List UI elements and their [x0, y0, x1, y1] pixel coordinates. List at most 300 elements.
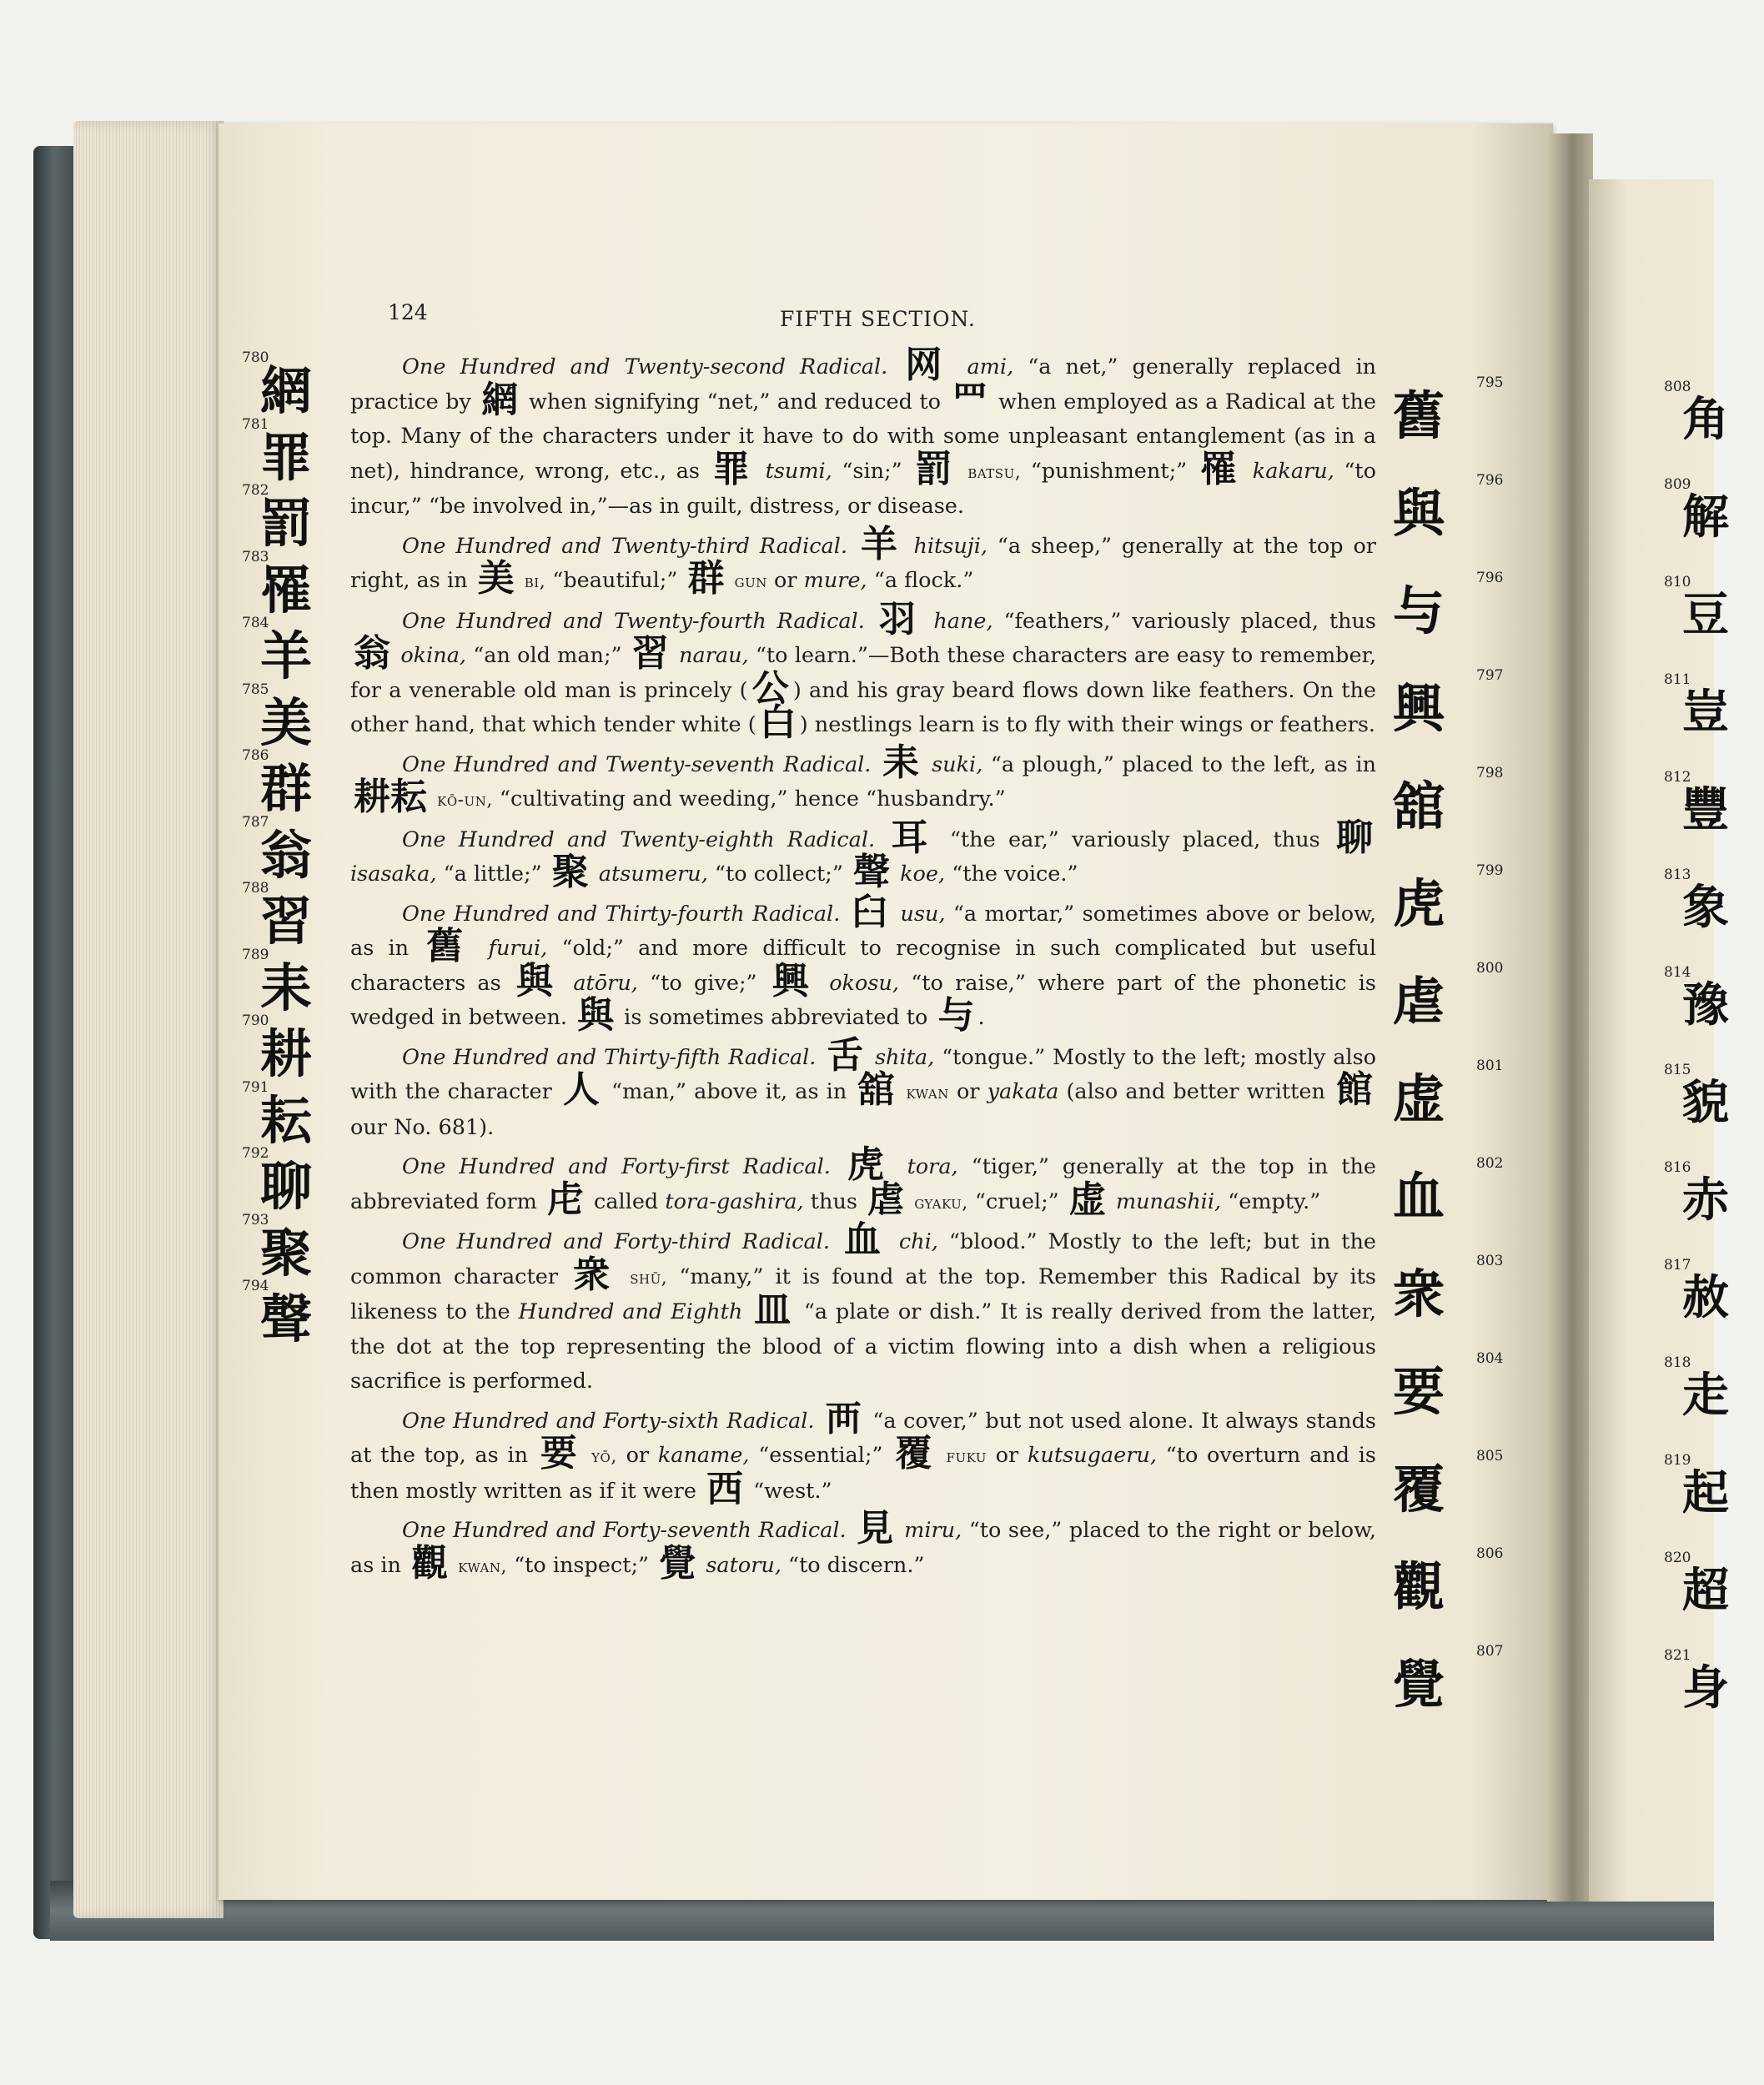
text-run: [756, 459, 766, 484]
entry-character: 虚: [1393, 1068, 1445, 1129]
text-run: “beautiful;”: [545, 568, 685, 593]
kanji-glyph: 衆: [573, 1253, 616, 1296]
kanji-glyph: 皿: [754, 1289, 792, 1331]
entry-number: 782: [242, 482, 269, 499]
margin-entry: [1393, 1058, 1504, 1160]
entry-number: 797: [1476, 667, 1504, 684]
margin-entry: [1664, 867, 1764, 969]
entry-number: 788: [242, 880, 269, 897]
text-run: thus: [803, 1188, 865, 1214]
kanji-glyph: 興: [771, 959, 814, 1002]
text-run: batsu,: [967, 461, 1022, 483]
text-run: .: [977, 1005, 985, 1030]
text-run: “a plough,” placed to the left, as in: [983, 751, 1377, 777]
text-run: “to give;”: [637, 970, 769, 996]
text-run: or: [948, 1079, 988, 1104]
entry-character: 興: [1393, 678, 1445, 739]
entry-number: 821: [1664, 1647, 1691, 1664]
text-run: [871, 752, 879, 777]
text-run: furui,: [488, 936, 548, 961]
text-run: “feathers,” variously placed, thus: [993, 608, 1377, 634]
radical-paragraph: [350, 816, 1376, 893]
kanji-glyph: 舊: [426, 925, 471, 967]
margin-entry: [1393, 1448, 1504, 1550]
text-run: kakaru,: [1252, 458, 1334, 484]
margin-entry: [1664, 1062, 1764, 1164]
entry-number: 816: [1664, 1159, 1691, 1176]
entry-character: 要: [1393, 1361, 1445, 1422]
entry-number: 780: [242, 349, 269, 366]
margin-entry: [242, 1012, 342, 1084]
text-run: “a sheep,” generally at the top or right, as in: [350, 533, 1376, 593]
text-run: miru,: [904, 1518, 962, 1543]
text-run: [474, 936, 488, 961]
text-run: “to see,” placed to the right or below, as in: [350, 1518, 1377, 1578]
margin-entry: [242, 1145, 342, 1217]
radical-heading: One Hundred and Forty-seventh Radical.: [402, 1518, 847, 1543]
kanji-glyph: 與: [577, 994, 615, 1037]
margin-entry: [1393, 1643, 1504, 1746]
text-run: fuku: [946, 1446, 987, 1467]
text-run: bi,: [524, 571, 546, 592]
text-run: “cruel;”: [967, 1188, 1066, 1214]
text-run: kwan,: [458, 1555, 507, 1577]
text-run: “blood.” Mostly to the left; but in the common character: [350, 1229, 1377, 1289]
text-run: “old;” and more difficult to recognise in such complicated but useful characters as: [350, 936, 1376, 996]
radical-heading: One Hundred and Forty-sixth Radical.: [402, 1408, 815, 1434]
radical-paragraph: [350, 344, 1377, 525]
entry-character: 身: [1682, 1661, 1729, 1716]
text-run: yakata: [987, 1079, 1059, 1104]
kanji-glyph: 翁: [354, 632, 391, 675]
kanji-glyph: 美: [477, 557, 515, 600]
text-run: atsumeru,: [598, 862, 708, 887]
margin-entry: [1393, 1350, 1504, 1453]
margin-entry: [242, 482, 342, 554]
radical-paragraph: [350, 522, 1376, 600]
text-run: “a cover,” but not used alone. It always stands at the top, as in: [350, 1408, 1377, 1468]
kanji-glyph: 習: [631, 632, 669, 675]
text-run: [430, 786, 437, 811]
entry-character: 耒: [260, 957, 313, 1018]
text-run: [888, 1229, 899, 1254]
entry-number: 814: [1664, 964, 1691, 981]
kanji-glyph: 网: [905, 344, 950, 386]
kanji-glyph: 聲: [852, 851, 890, 893]
kanji-glyph: 公: [751, 666, 790, 710]
kanji-glyph: 聚: [551, 851, 589, 893]
entry-number: 803: [1476, 1253, 1504, 1269]
entry-character: 羊: [260, 626, 313, 686]
kanji-glyph: 人: [562, 1068, 601, 1111]
text-run: suki,: [932, 751, 983, 777]
entry-character: 貌: [1682, 1076, 1729, 1130]
text-run: [847, 534, 857, 559]
entry-number: 811: [1664, 671, 1691, 688]
entry-character: 豆: [1682, 588, 1729, 642]
text-run: kwan: [906, 1083, 949, 1103]
text-run: “to discern.”: [781, 1552, 925, 1578]
kanji-glyph: 覆: [895, 1432, 934, 1475]
text-run: or: [766, 568, 804, 593]
margin-entry: [242, 415, 342, 488]
kanji-glyph: 舘: [857, 1068, 896, 1111]
radical-heading: One Hundred and Thirty-fourth Radical.: [402, 901, 841, 927]
text-run: “to incur,” “be involved in,”—as in guilt, distress, or disease.: [350, 458, 1377, 519]
margin-entry: [1393, 1155, 1504, 1258]
text-run: [922, 609, 933, 634]
margin-entry: [1664, 769, 1764, 872]
margin-entry: [1664, 1452, 1764, 1555]
radical-heading: One Hundred and Twenty-seventh Radical.: [402, 751, 872, 777]
entry-character: 舊: [1393, 385, 1445, 446]
text-run: [923, 752, 932, 777]
text-run: [831, 1154, 844, 1179]
text-run: [867, 1045, 875, 1070]
entry-number: 795: [1476, 374, 1504, 391]
text-run: [728, 568, 735, 593]
text-run: “sin;”: [832, 458, 912, 484]
entry-character: 豐: [1682, 783, 1729, 837]
entry-number: 804: [1476, 1350, 1504, 1367]
entry-number: 789: [242, 946, 269, 963]
radical-heading: One Hundred and Forty-third Radical.: [402, 1229, 830, 1254]
text-run: [582, 1443, 591, 1468]
radical-paragraph: [350, 1218, 1377, 1399]
entry-number: 787: [242, 813, 269, 831]
kanji-glyph: 聊: [1336, 816, 1374, 859]
margin-entry: [1393, 472, 1504, 575]
kanji-glyph: 虐: [867, 1178, 905, 1221]
text-run: munashii,: [1115, 1188, 1222, 1214]
text-run: koe,: [900, 862, 946, 887]
kanji-glyph: 要: [540, 1432, 580, 1475]
text-run: hitsuji,: [913, 533, 988, 559]
margin-entry: [242, 615, 342, 686]
text-run: “a net,” generally replaced in practice by: [350, 354, 1377, 414]
entry-character: 習: [260, 891, 313, 952]
entry-character: 聚: [260, 1222, 313, 1284]
margin-entry: [242, 880, 342, 952]
text-run: [847, 1518, 854, 1543]
entry-character: 衆: [1393, 1264, 1445, 1324]
text-run: isasaka,: [350, 862, 437, 887]
entry-number: 786: [242, 747, 269, 764]
text-run: called: [586, 1188, 666, 1214]
text-run: [898, 1079, 906, 1104]
text-run: kō-un,: [437, 790, 493, 811]
text-run: “an old man;”: [466, 643, 629, 668]
text-run: [907, 1189, 914, 1214]
text-run: “tiger,” generally at the top in the abbreviated form: [350, 1154, 1376, 1214]
text-run: kutsugaeru,: [1027, 1443, 1157, 1468]
kanji-glyph: 襾: [825, 1397, 862, 1440]
margin-column-right: [1393, 374, 1504, 1746]
text-run: [893, 862, 900, 887]
margin-entry: [1664, 964, 1764, 1067]
margin-entry: [1393, 862, 1504, 965]
entry-number: 796: [1476, 472, 1504, 489]
radical-heading: One Hundred and Twenty-eighth Radical.: [402, 826, 876, 852]
text-run: “the voice.”: [945, 862, 1078, 887]
margin-entry: [1393, 1253, 1504, 1355]
kanji-glyph: 羽: [878, 597, 920, 641]
kanji-glyph: 虚: [1068, 1178, 1106, 1221]
entry-character: 聲: [260, 1289, 313, 1349]
entry-number: 810: [1664, 574, 1691, 590]
text-run: tora,: [907, 1154, 958, 1179]
kanji-glyph: 白: [759, 701, 797, 744]
running-head: FIFTH SECTION.: [780, 307, 976, 331]
margin-entry: [242, 813, 342, 886]
entry-character: 美: [260, 691, 313, 753]
entry-number: 805: [1476, 1448, 1504, 1465]
text-run: ) nestlings learn is to fly with their wings or feathers.: [799, 712, 1376, 737]
entry-number: 800: [1476, 960, 1504, 977]
text-run: chi,: [898, 1229, 938, 1254]
entry-number: 784: [242, 615, 269, 631]
kanji-glyph: 罰: [915, 447, 955, 490]
text-run: “empty.”: [1221, 1188, 1321, 1214]
entry-character: 赤: [1682, 1173, 1729, 1228]
text-run: [897, 1518, 905, 1543]
entry-number: 792: [242, 1145, 269, 1162]
text-run: “cultivating and weeding,” hence “husbandry.”: [492, 786, 1006, 811]
entry-number: 819: [1664, 1452, 1691, 1469]
text-run: yō,: [591, 1446, 617, 1467]
text-run: “a flock.”: [867, 568, 974, 593]
text-run: shū,: [630, 1267, 668, 1289]
text-run: “tongue.” Mostly to the left; mostly also with the character: [350, 1044, 1377, 1104]
entry-character: 罰: [260, 493, 313, 554]
margin-entry: [1664, 1257, 1764, 1359]
entry-number: 808: [1664, 379, 1691, 395]
text-run: okosu,: [829, 970, 899, 996]
text-run: “west.”: [746, 1478, 832, 1504]
text-run: ) and his gray beard flows down like feathers. On the other hand, that which tender white (: [350, 677, 1377, 737]
text-run: [672, 643, 679, 668]
entry-character: 群: [260, 758, 313, 819]
entry-number: 815: [1664, 1062, 1691, 1078]
margin-entry: [1664, 671, 1764, 774]
text-run: [952, 354, 967, 379]
margin-entry: [242, 946, 342, 1018]
entry-character: 象: [1682, 881, 1729, 935]
margin-entry: [1393, 765, 1504, 867]
entry-number: 793: [242, 1211, 269, 1228]
text-run: “to inspect;”: [507, 1552, 656, 1578]
kanji-glyph: 耕耘: [354, 776, 427, 818]
text-run: [618, 1264, 630, 1289]
margin-entry: [1664, 574, 1764, 676]
radical-paragraph: [350, 1507, 1377, 1585]
margin-entry: [1393, 1545, 1504, 1648]
text-run: [892, 902, 900, 927]
kanji-glyph: 西: [706, 1467, 744, 1510]
margin-entry: [1664, 1647, 1764, 1750]
entry-character: 覺: [1393, 1654, 1445, 1715]
entry-character: 網: [260, 360, 313, 421]
radical-paragraph: [350, 1397, 1377, 1510]
text-run: “man,” above it, as in: [603, 1079, 855, 1104]
entry-number: 783: [242, 548, 269, 565]
text-run: ami,: [967, 354, 1014, 379]
entry-character: 豫: [1682, 978, 1729, 1032]
kanji-glyph: 與: [515, 959, 559, 1002]
text-run: [1109, 1189, 1116, 1214]
text-run: (also and better written: [1058, 1079, 1334, 1104]
kanji-glyph: 群: [687, 557, 725, 600]
text-run: [816, 1045, 823, 1070]
text-run: [865, 609, 876, 634]
text-run: atōru,: [573, 970, 638, 996]
entry-number: 799: [1476, 862, 1504, 879]
margin-entry: [1664, 1159, 1764, 1262]
kanji-glyph: 覺: [659, 1541, 696, 1585]
text-run: when employed as a Radical at the top. Many of the characters under it have to do with some unpleasant entanglement (as in a net), hindrance, wrong, etc., as: [350, 389, 1377, 484]
page-number: 124: [388, 300, 428, 324]
text-run: “the ear,” variously placed, thus: [937, 826, 1334, 852]
text-run: [830, 1229, 841, 1254]
text-run: [742, 1299, 751, 1324]
entry-character: 角: [1682, 393, 1729, 447]
entry-number: 820: [1664, 1550, 1691, 1566]
radical-heading: One Hundred and Forty-first Radical.: [402, 1154, 831, 1179]
text-run: “to overturn and is then mostly written as if it were: [350, 1443, 1377, 1504]
text-run: “a little;”: [436, 862, 549, 887]
margin-entry: [1393, 667, 1504, 770]
margin-entry: [242, 1211, 342, 1284]
text-run: gun: [734, 571, 767, 592]
text-run: mure,: [803, 568, 867, 593]
radical-heading: One Hundred and Twenty-fourth Radical.: [402, 608, 865, 634]
kanji-glyph: 虍: [546, 1178, 584, 1221]
radical-paragraph: [350, 597, 1377, 744]
entry-number: 806: [1476, 1545, 1504, 1562]
text-run: [937, 1443, 947, 1468]
kanji-glyph: 血: [844, 1218, 885, 1261]
entry-number: 785: [242, 681, 269, 698]
entry-character: 耘: [260, 1089, 313, 1151]
entry-character: 舘: [1393, 776, 1445, 837]
margin-entry: [1393, 960, 1504, 1063]
radical-paragraph: [350, 890, 1377, 1037]
entry-number: 781: [242, 415, 269, 433]
text-run: [592, 862, 599, 887]
kanji-glyph: 耳: [891, 816, 934, 859]
text-run: usu,: [900, 901, 946, 927]
entry-number: 809: [1664, 476, 1691, 493]
text-run: [958, 459, 968, 484]
text-run: tora-gashira,: [665, 1188, 804, 1214]
entry-number: 813: [1664, 867, 1691, 883]
entry-character: 與: [1393, 483, 1445, 544]
radical-heading: One Hundred and Twenty-third Radical.: [402, 533, 848, 559]
entry-number: 801: [1476, 1058, 1504, 1074]
entry-number: 796: [1476, 570, 1504, 586]
radical-heading: One Hundred and Twenty-second Radical.: [402, 354, 888, 379]
text-run: “a mortar,” sometimes above or below, as in: [350, 901, 1377, 961]
kanji-glyph: 羊: [860, 522, 901, 565]
margin-entry: [242, 747, 342, 819]
entry-character: 赦: [1682, 1271, 1729, 1325]
text-run: “essential;”: [749, 1443, 892, 1468]
text-run: when signifying “net,” and reduced to: [521, 389, 948, 414]
text-run: [518, 568, 525, 593]
text-run: gyaku,: [914, 1192, 968, 1213]
entry-character: 翁: [260, 824, 313, 886]
entry-character: 聊: [260, 1156, 313, 1217]
kanji-glyph: 与: [937, 994, 975, 1037]
entry-number: 818: [1664, 1354, 1691, 1371]
kanji-glyph: 臼: [851, 890, 890, 933]
margin-column-left: [242, 349, 342, 1349]
kanji-glyph: 耒: [882, 741, 921, 784]
entry-character: 解: [1682, 490, 1729, 545]
margin-entry: [242, 548, 342, 620]
text-run: “to collect;”: [707, 862, 850, 887]
margin-entry: [1393, 570, 1504, 672]
entry-number: 791: [242, 1078, 269, 1096]
radical-heading: One Hundred and Thirty-fifth Radical.: [402, 1044, 817, 1070]
entry-character: 与: [1393, 580, 1445, 641]
text-run: “many,” it is found at the top. Remember this Radical by its likeness to the: [350, 1264, 1377, 1324]
radical-paragraph: [350, 741, 1377, 818]
entry-character: 耕: [260, 1023, 313, 1084]
text-run: okina,: [400, 643, 467, 668]
text-run: [875, 827, 887, 852]
text-run: [894, 1154, 907, 1179]
entry-character: 罹: [260, 559, 313, 620]
kanji-glyph: 罹: [1199, 447, 1240, 490]
entry-number: 812: [1664, 769, 1691, 786]
margin-entry: [242, 1078, 342, 1151]
text-run: satoru,: [706, 1552, 781, 1578]
kanji-glyph: 見: [857, 1507, 894, 1550]
text-run: Hundred and Eighth: [518, 1299, 743, 1324]
text-run: [840, 902, 847, 927]
entry-character: 覆: [1393, 1459, 1445, 1520]
text-run: “to raise,” where part of the phonetic is wedged in between.: [350, 970, 1377, 1030]
text-run: tsumi,: [765, 458, 832, 484]
text-run: [904, 534, 914, 559]
text-run: “to learn.”—Both these characters are easy to remember, for a venerable old man is princely (: [350, 643, 1377, 703]
entry-character: 血: [1393, 1166, 1445, 1227]
entry-number: 798: [1476, 765, 1504, 781]
margin-entry: [1393, 374, 1504, 477]
margin-entry: [1664, 1354, 1764, 1457]
text-run: hane,: [933, 608, 993, 634]
entry-character: 虐: [1393, 971, 1445, 1032]
entry-character: 虎: [1393, 873, 1445, 934]
margin-entry: [242, 681, 342, 753]
entry-number: 790: [242, 1012, 269, 1029]
text-run: or: [616, 1443, 658, 1468]
entry-number: 817: [1664, 1257, 1691, 1274]
entry-number: 807: [1476, 1643, 1504, 1660]
text-run: [887, 354, 902, 379]
entry-number: 794: [242, 1278, 269, 1294]
kanji-glyph: 罒: [951, 378, 988, 421]
entry-number: 802: [1476, 1155, 1504, 1172]
text-run: or: [986, 1443, 1028, 1468]
text-run: our No. 681).: [350, 1114, 495, 1140]
margin-entry: [242, 349, 342, 421]
kanji-glyph: 網: [481, 378, 519, 421]
text-run: [561, 971, 573, 996]
margin-entry: [1664, 476, 1764, 579]
kanji-glyph: 罪: [712, 447, 753, 490]
